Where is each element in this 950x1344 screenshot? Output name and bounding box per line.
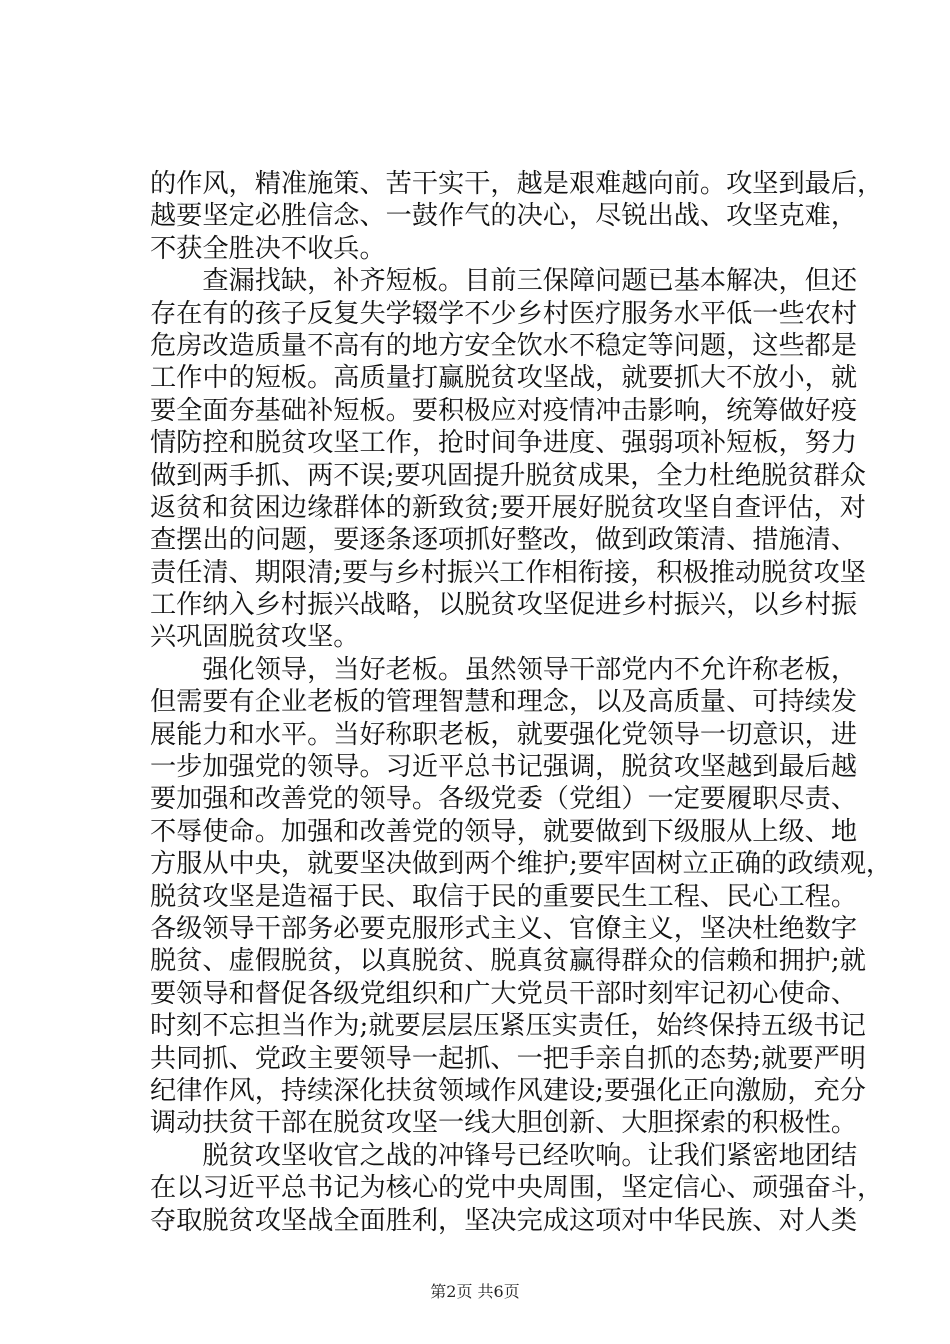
body-text-line: 存在有的孩子反复失学辍学不少乡村医疗服务水平低一些农村 — [150, 298, 858, 329]
body-text-line: 越要坚定必胜信念、一鼓作气的决心，尽锐出战、攻坚克难， — [150, 201, 858, 232]
body-text-line: 夺取脱贫攻坚战全面胜利，坚决完成这项对中华民族、对人类 — [150, 1205, 858, 1236]
body-text-line: 调动扶贫干部在脱贫攻坚一线大胆创新、大胆探索的积极性。 — [150, 1108, 858, 1139]
body-text-line: 要领导和督促各级党组织和广大党员干部时刻牢记初心使命、 — [150, 978, 858, 1009]
body-text-line: 不辱使命。加强和改善党的领导，就要做到下级服从上级、地 — [150, 816, 858, 847]
body-text-line: 工作中的短板。高质量打赢脱贫攻坚战，就要抓大不放小，就 — [150, 363, 858, 394]
body-text-line: 情防控和脱贫攻坚工作，抢时间争进度、强弱项补短板，努力 — [150, 428, 858, 459]
body-text-line: 要加强和改善党的领导。各级党委（党组）一定要履职尽责、 — [150, 784, 858, 815]
body-text-line: 的作风，精准施策、苦干实干，越是艰难越向前。攻坚到最后， — [150, 169, 884, 199]
body-text-line: 做到两手抓、两不误;要巩固提升脱贫成果，全力杜绝脱贫群众 — [150, 460, 866, 491]
body-text-line: 方服从中央，就要坚决做到两个维护;要牢固树立正确的政绩观， — [150, 849, 893, 880]
document-body — [150, 168, 893, 1237]
page-number-footer: 第2页 共6页 — [430, 1282, 520, 1301]
body-text-line: 时刻不忘担当作为;就要层层压紧压实责任，始终保持五级书记 — [150, 1011, 866, 1042]
body-text-line: 在以习近平总书记为核心的党中央周围，坚定信心、顽强奋斗， — [150, 1173, 884, 1204]
body-text-line: 各级领导干部务必要克服形式主义、官僚主义，坚决杜绝数字 — [150, 913, 858, 944]
body-text-line: 危房改造质量不高有的地方安全饮水不稳定等问题，这些都是 — [150, 330, 858, 361]
body-text-line: 要全面夯基础补短板。要积极应对疫情冲击影响，统筹做好疫 — [150, 395, 858, 426]
body-text-line: 工作纳入乡村振兴战略，以脱贫攻坚促进乡村振兴，以乡村振 — [150, 590, 858, 621]
body-text-line: 一步加强党的领导。习近平总书记强调，脱贫攻坚越到最后越 — [150, 752, 858, 783]
body-text-line: 纪律作风，持续深化扶贫领域作风建设;要强化正向激励，充分 — [150, 1075, 866, 1106]
body-text-line: 不获全胜决不收兵。 — [150, 233, 386, 264]
body-text-line: 但需要有企业老板的管理智慧和理念，以及高质量、可持续发 — [150, 687, 858, 718]
body-text-line: 查摆出的问题，要逐条逐项抓好整改，做到政策清、措施清、 — [150, 525, 858, 556]
body-text-line: 脱贫攻坚是造福于民、取信于民的重要民生工程、民心工程。 — [150, 881, 858, 912]
body-text-line: 共同抓、党政主要领导一起抓、一把手亲自抓的态势;就要严明 — [150, 1043, 866, 1074]
body-text-line: 返贫和贫困边缘群体的新致贫;要开展好脱贫攻坚自查评估，对 — [150, 492, 866, 523]
body-text-line: 查漏找缺，补齐短板。目前三保障问题已基本解决，但还 — [150, 266, 858, 297]
body-text-line: 责任清、期限清;要与乡村振兴工作相衔接，积极推动脱贫攻坚 — [150, 557, 866, 588]
body-text-line: 强化领导，当好老板。虽然领导干部党内不允许称老板， — [150, 654, 858, 685]
body-text-line: 脱贫攻坚收官之战的冲锋号已经吹响。让我们紧密地团结 — [150, 1140, 858, 1171]
body-text-line: 展能力和水平。当好称职老板，就要强化党领导一切意识，进 — [150, 719, 858, 750]
body-text-line: 脱贫、虚假脱贫，以真脱贫、脱真贫赢得群众的信赖和拥护;就 — [150, 946, 866, 977]
body-text-line: 兴巩固脱贫攻坚。 — [150, 622, 360, 653]
